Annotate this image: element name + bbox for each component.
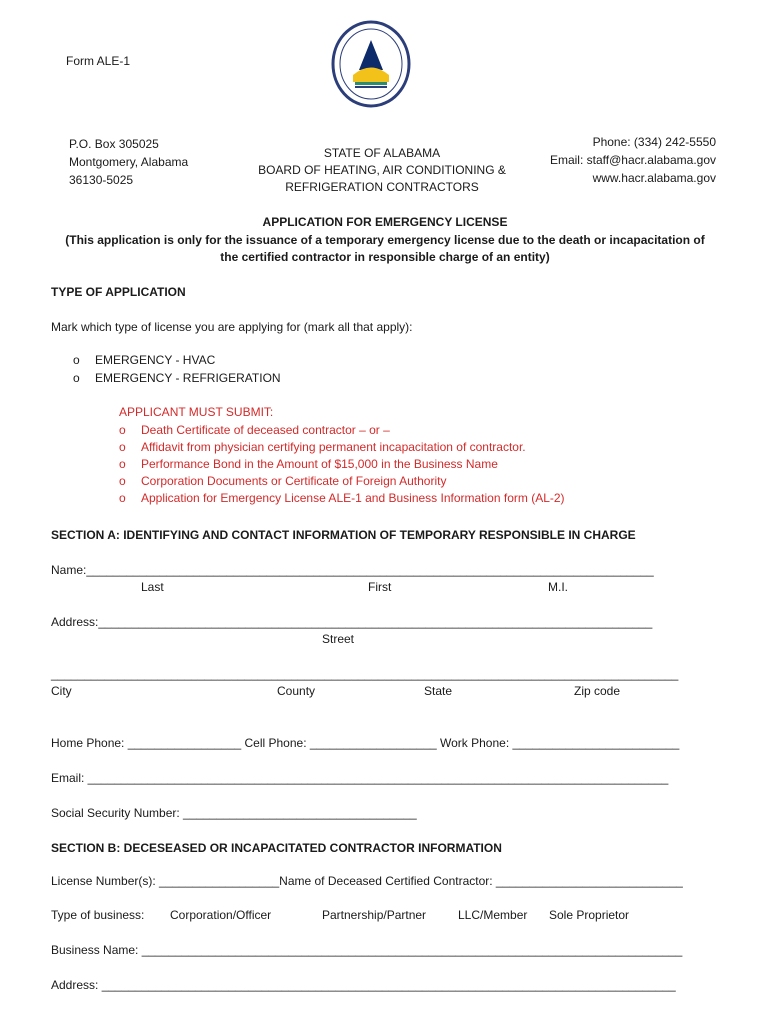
list-bullet: o <box>119 423 126 437</box>
address-line: 36130-5025 <box>69 173 134 187</box>
street-sub: Street <box>322 632 355 646</box>
agency-line: BOARD OF HEATING, AIR CONDITIONING & <box>258 163 506 177</box>
email-text[interactable]: Email: staff@hacr.alabama.gov <box>549 153 716 167</box>
county-sub: County <box>277 684 316 698</box>
name-sub-mi: M.I. <box>548 580 568 594</box>
address-line: Montgomery, Alabama <box>69 155 189 169</box>
checkbox-bullet[interactable]: o <box>73 371 80 385</box>
type-instructions: Mark which type of license you are applying for (mark all that apply): <box>51 320 413 334</box>
submit-list <box>119 423 565 508</box>
list-bullet: o <box>119 457 126 471</box>
address-line: P.O. Box 305025 <box>69 137 159 151</box>
list-bullet: o <box>119 474 126 488</box>
phone-text: Phone: (334) 242-5550 <box>592 135 716 149</box>
state-sub: State <box>424 684 453 698</box>
phone-fields[interactable]: Home Phone: _________________ Cell Phone: ___________________ Work Phone: _________________________ <box>51 736 680 750</box>
list-item: o Performance Bond in the Amount of $15,000 in the Business Name <box>119 457 498 471</box>
subtitle-line: the certified contractor in responsible charge of an entity) <box>220 250 550 264</box>
option-label: EMERGENCY - REFRIGERATION <box>95 371 281 385</box>
checkbox-bullet[interactable]: o <box>73 353 80 367</box>
list-bullet: o <box>119 440 126 454</box>
agency-line: STATE OF ALABAMA <box>323 146 441 160</box>
list-item: o Application for Emergency License ALE-1 and Business Information form (AL-2) <box>119 491 565 505</box>
business-type-corporation[interactable]: Corporation/Officer <box>170 908 272 922</box>
agency-line: REFRIGERATION CONTRACTORS <box>285 180 479 194</box>
name-field[interactable]: Name:_____________________________________________________________________________________ <box>51 563 654 577</box>
email-field[interactable]: Email: _______________________________________________________________________________________ <box>51 771 669 785</box>
zip-sub: Zip code <box>574 684 621 698</box>
ssn-field[interactable]: Social Security Number: ___________________________________ <box>51 806 417 820</box>
website-text[interactable]: www.hacr.alabama.gov <box>592 171 716 185</box>
mailing-address <box>69 135 188 189</box>
city-sub: City <box>51 684 72 698</box>
license-options <box>73 353 281 389</box>
list-item: o Affidavit from physician certifying permanent incapacitation of contractor. <box>119 440 526 454</box>
list-bullet: o <box>119 491 126 505</box>
section-a-heading: SECTION A: IDENTIFYING AND CONTACT INFORMATION OF TEMPORARY RESPONSIBLE IN CHARGE <box>51 528 636 542</box>
list-item: o Corporation Documents or Certificate of Foreign Authority <box>119 474 447 488</box>
alabama-state-seal-icon <box>331 20 411 108</box>
address-field[interactable]: Address:___________________________________________________________________________________ <box>51 615 653 629</box>
subtitle-line: (This application is only for the issuance of a temporary emergency license due to the death or incapacitation of <box>65 233 705 247</box>
option-label: EMERGENCY - HVAC <box>95 353 216 367</box>
list-item: o Death Certificate of deceased contractor – or – <box>119 423 390 437</box>
license-option-refrigeration[interactable] <box>73 371 281 389</box>
business-type-sole-proprietor[interactable]: Sole Proprietor <box>549 908 630 922</box>
business-type-partnership[interactable]: Partnership/Partner <box>322 908 427 922</box>
form-id: Form ALE-1 <box>66 54 131 68</box>
business-name-field[interactable]: Business Name: _________________________________________________________________________________ <box>51 943 683 957</box>
name-sub-first: First <box>368 580 392 594</box>
business-address-field[interactable]: Address: ______________________________________________________________________________________ <box>51 978 676 992</box>
page-title: APPLICATION FOR EMERGENCY LICENSE <box>262 215 508 229</box>
submit-heading: APPLICANT MUST SUBMIT: <box>119 405 274 419</box>
license-number-field[interactable]: License Number(s): __________________Name of Deceased Certified Contractor: ____________________________ <box>51 874 683 888</box>
type-heading: TYPE OF APPLICATION <box>51 285 186 299</box>
city-line-field[interactable]: ______________________________________________________________________________________________ <box>51 667 679 681</box>
business-type-label: Type of business: <box>51 908 145 922</box>
contact-info <box>480 133 716 187</box>
section-b-heading: SECTION B: DECESEASED OR INCAPACITATED CONTRACTOR INFORMATION <box>51 841 502 855</box>
business-type-llc[interactable]: LLC/Member <box>458 908 528 922</box>
name-sub-last: Last <box>141 580 164 594</box>
license-option-hvac[interactable] <box>73 353 281 371</box>
